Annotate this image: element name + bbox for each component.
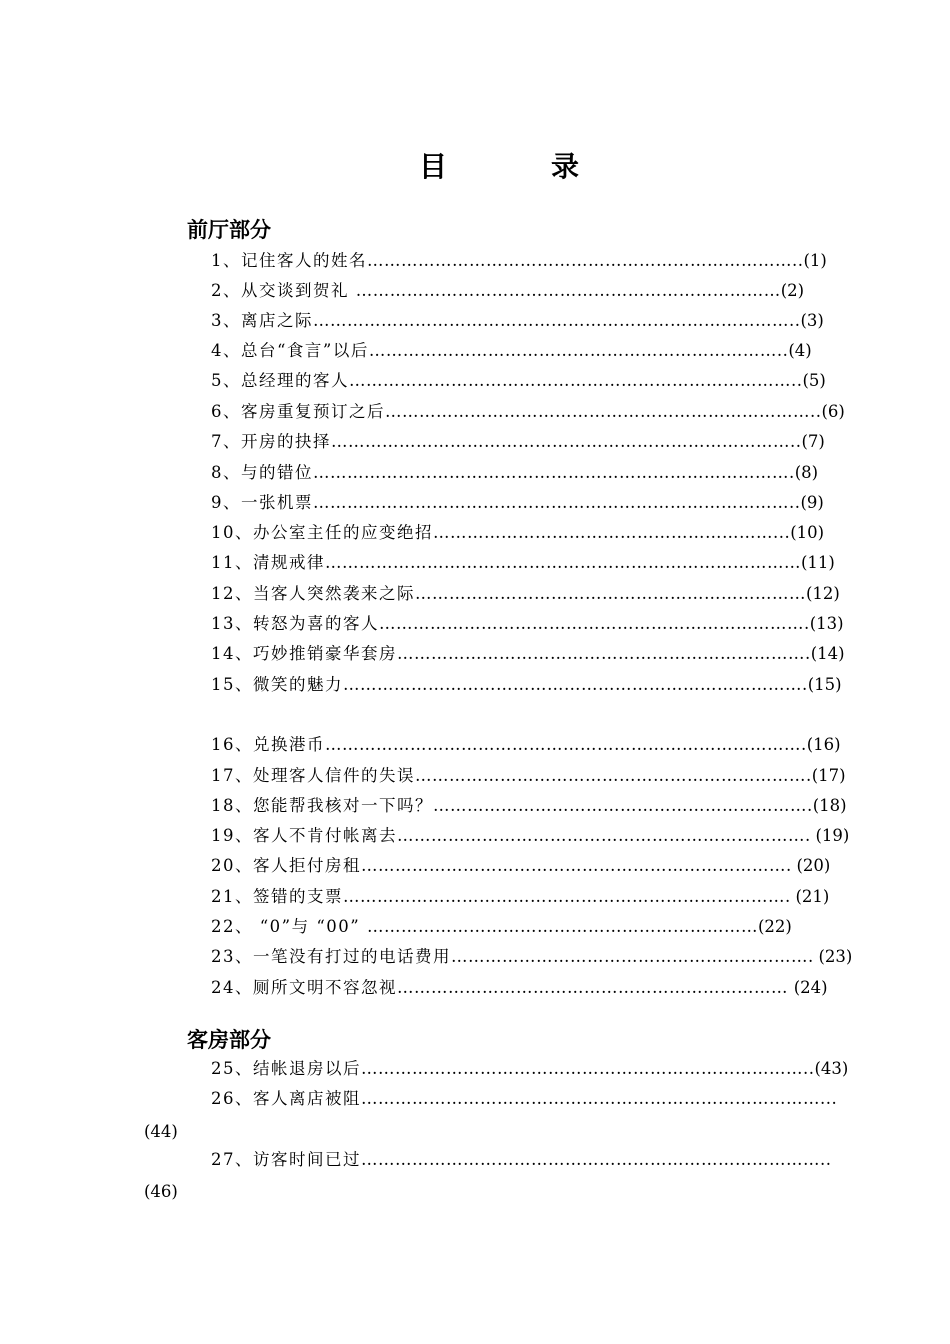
toc-entry-label: 8、与的错位 [211, 463, 313, 482]
toc-leader-dots: …………………………………………………………………………. [313, 463, 795, 482]
toc-leader-dots: …………………………………………………………… [397, 978, 794, 997]
toc-entry[interactable] [211, 309, 824, 333]
page-title: 目 录 [418, 150, 617, 183]
toc-entry[interactable] [211, 430, 825, 454]
toc-entry-label: 7、开房的抉择 [211, 432, 331, 451]
toc-entry-label: 19、客人不肯付帐离去 [211, 826, 397, 845]
toc-entry-label: 9、一张机票 [211, 493, 313, 512]
toc-page-number: (13) [809, 614, 844, 633]
toc-entry[interactable] [211, 369, 826, 393]
toc-entry[interactable] [211, 945, 852, 969]
toc-page-number: (12) [806, 584, 840, 603]
toc-page-number: . (21) [785, 887, 830, 906]
toc-entry[interactable] [211, 400, 845, 424]
toc-entry-label: 20、客人拒付房租 [211, 856, 361, 875]
toc-entry-label: 21、签错的支票 [211, 887, 343, 906]
toc-leader-dots: ………………………………………………………………………. [343, 675, 808, 694]
toc-page-number: (5) [802, 371, 826, 390]
toc-page-number: (6) [821, 402, 845, 421]
toc-entry[interactable] [211, 915, 792, 939]
toc-entry[interactable] [211, 612, 844, 636]
toc-leader-dots: ……………………………………………………... [433, 523, 791, 542]
toc-entry[interactable] [211, 642, 845, 666]
toc-entry-label: 24、厕所文明不容忽视 [211, 978, 397, 997]
toc-leader-dots: ………………………………………………………………………….. [313, 493, 801, 512]
section-heading-front-desk: 前厅部分 [187, 218, 271, 242]
toc-entry[interactable] [211, 461, 818, 485]
toc-page-number: . (19) [805, 826, 850, 845]
toc-entry-label: 27、访客时间已过 [211, 1150, 361, 1169]
toc-leader-dots: …………………………………………………………………. [379, 614, 810, 633]
toc-entry-label: 1、记住客人的姓名 [211, 251, 367, 270]
toc-page-number: (11) [801, 553, 835, 572]
toc-page-number: (1) [803, 251, 827, 270]
toc-entry-label: 25、结帐退房以后 [211, 1059, 361, 1078]
section-heading-housekeeping: 客房部分 [187, 1028, 271, 1052]
toc-entry[interactable] [211, 885, 829, 909]
toc-entry-label: 26、客人离店被阻 [211, 1089, 361, 1108]
toc-page-number: . (20) [786, 856, 831, 875]
toc-entry[interactable] [211, 976, 828, 1000]
toc-entry-label: 10、办公室主任的应变绝招 [211, 523, 433, 542]
toc-entry[interactable] [211, 491, 824, 515]
toc-page-number: (22) [757, 917, 792, 936]
toc-leader-dots: …………………………………………………………………… [343, 887, 785, 906]
wrapped-page-number: (46) [144, 1182, 178, 1201]
toc-entry-label: 22、 “0”与 “00” [211, 917, 367, 936]
toc-entry-label: 16、兑换港币 [211, 735, 325, 754]
toc-entry-label: 2、从交谈到贺礼 [211, 281, 356, 300]
toc-page-number: (17) [811, 766, 846, 785]
toc-page-number: (16) [806, 735, 841, 754]
toc-leader-dots: …………………………………………………………………….. [361, 1059, 815, 1078]
toc-page-number: (9) [800, 493, 824, 512]
toc-leader-dots: ………………………………………………………………….. [385, 402, 822, 421]
toc-page-number: . (23) [808, 947, 853, 966]
toc-leader-dots: …………………………………………………………. [433, 796, 813, 815]
toc-entry-label: 17、处理客人信件的失误 [211, 766, 415, 785]
toc-leader-dots: ………………………………………………………………… [355, 281, 781, 300]
toc-leader-dots: …………………………………………………………… [366, 917, 758, 936]
toc-leader-dots: ……………………………………………………………….. [368, 341, 789, 360]
toc-entry-label: 14、巧妙推销豪华套房 [211, 644, 397, 663]
toc-leader-dots: ………………………………………………………………………….. [313, 311, 801, 330]
toc-leader-dots: …………………………………………………………… [415, 584, 806, 603]
toc-entry-label: 4、总台“食言”以后 [211, 341, 369, 360]
toc-entry[interactable] [211, 339, 812, 363]
toc-leader-dots: ……………………………………………………………………….. [361, 1150, 832, 1169]
toc-entry[interactable] [211, 582, 840, 606]
toc-entry[interactable] [211, 854, 830, 878]
toc-entry-label: 12、当客人突然袭来之际 [211, 584, 415, 603]
toc-page-number: (24) [793, 978, 828, 997]
toc-entry[interactable] [211, 1087, 837, 1111]
wrapped-page-number: (44) [144, 1122, 178, 1141]
toc-entry[interactable] [211, 249, 827, 273]
toc-leader-dots: ………………………………………………………………………... [361, 1089, 838, 1108]
toc-entry[interactable] [211, 521, 824, 545]
toc-entry-label: 11、清规戒律 [211, 553, 325, 572]
toc-entry[interactable] [211, 733, 841, 757]
toc-entry[interactable] [211, 551, 835, 575]
toc-entry[interactable] [211, 673, 842, 697]
toc-page-number: (15) [807, 675, 842, 694]
toc-entry[interactable] [211, 1057, 848, 1081]
toc-page-number: (2) [780, 281, 805, 300]
toc-page-number: (14) [810, 644, 845, 663]
toc-entry[interactable] [211, 794, 847, 818]
toc-entry[interactable] [211, 824, 849, 848]
toc-leader-dots: ……………………………………………………………. [415, 766, 812, 785]
toc-page-number: (3) [800, 311, 824, 330]
toc-entry-label: 3、离店之际 [211, 311, 313, 330]
toc-leader-dots: ………………………………………………………………………… [325, 553, 801, 572]
toc-entry-label: 6、客房重复预订之后 [211, 402, 385, 421]
toc-leader-dots: ……………………………………………………… [451, 947, 808, 966]
toc-entry-label: 18、您能帮我核对一下吗？ [211, 796, 433, 815]
toc-leader-dots: ………………………………………………………………….. [367, 251, 804, 270]
toc-page-number: (18) [812, 796, 847, 815]
toc-leader-dots: …………………………………………………………………….. [349, 371, 803, 390]
toc-leader-dots: ………………………………………………………………. [397, 644, 811, 663]
toc-page-number: (10) [790, 523, 825, 542]
toc-leader-dots: ……………………………………………………………………….. [331, 432, 802, 451]
toc-page-number: (8) [794, 463, 819, 482]
toc-entry-label: 13、转怒为喜的客人 [211, 614, 379, 633]
toc-entry[interactable] [211, 1148, 832, 1172]
toc-leader-dots: ………………………………………………………………… [361, 856, 786, 875]
toc-leader-dots: ……………………………………………………………… [397, 826, 805, 845]
toc-leader-dots: …………………………………………………………………………. [325, 735, 807, 754]
toc-page-number: (7) [801, 432, 825, 451]
toc-entry-label: 23、一笔没有打过的电话费用 [211, 947, 451, 966]
toc-page-number: (43) [814, 1059, 849, 1078]
toc-page-number: (4) [788, 341, 812, 360]
toc-entry[interactable] [211, 279, 804, 303]
toc-entry[interactable] [211, 764, 846, 788]
toc-entry-label: 5、总经理的客人 [211, 371, 349, 390]
toc-entry-label: 15、微笑的魅力 [211, 675, 343, 694]
